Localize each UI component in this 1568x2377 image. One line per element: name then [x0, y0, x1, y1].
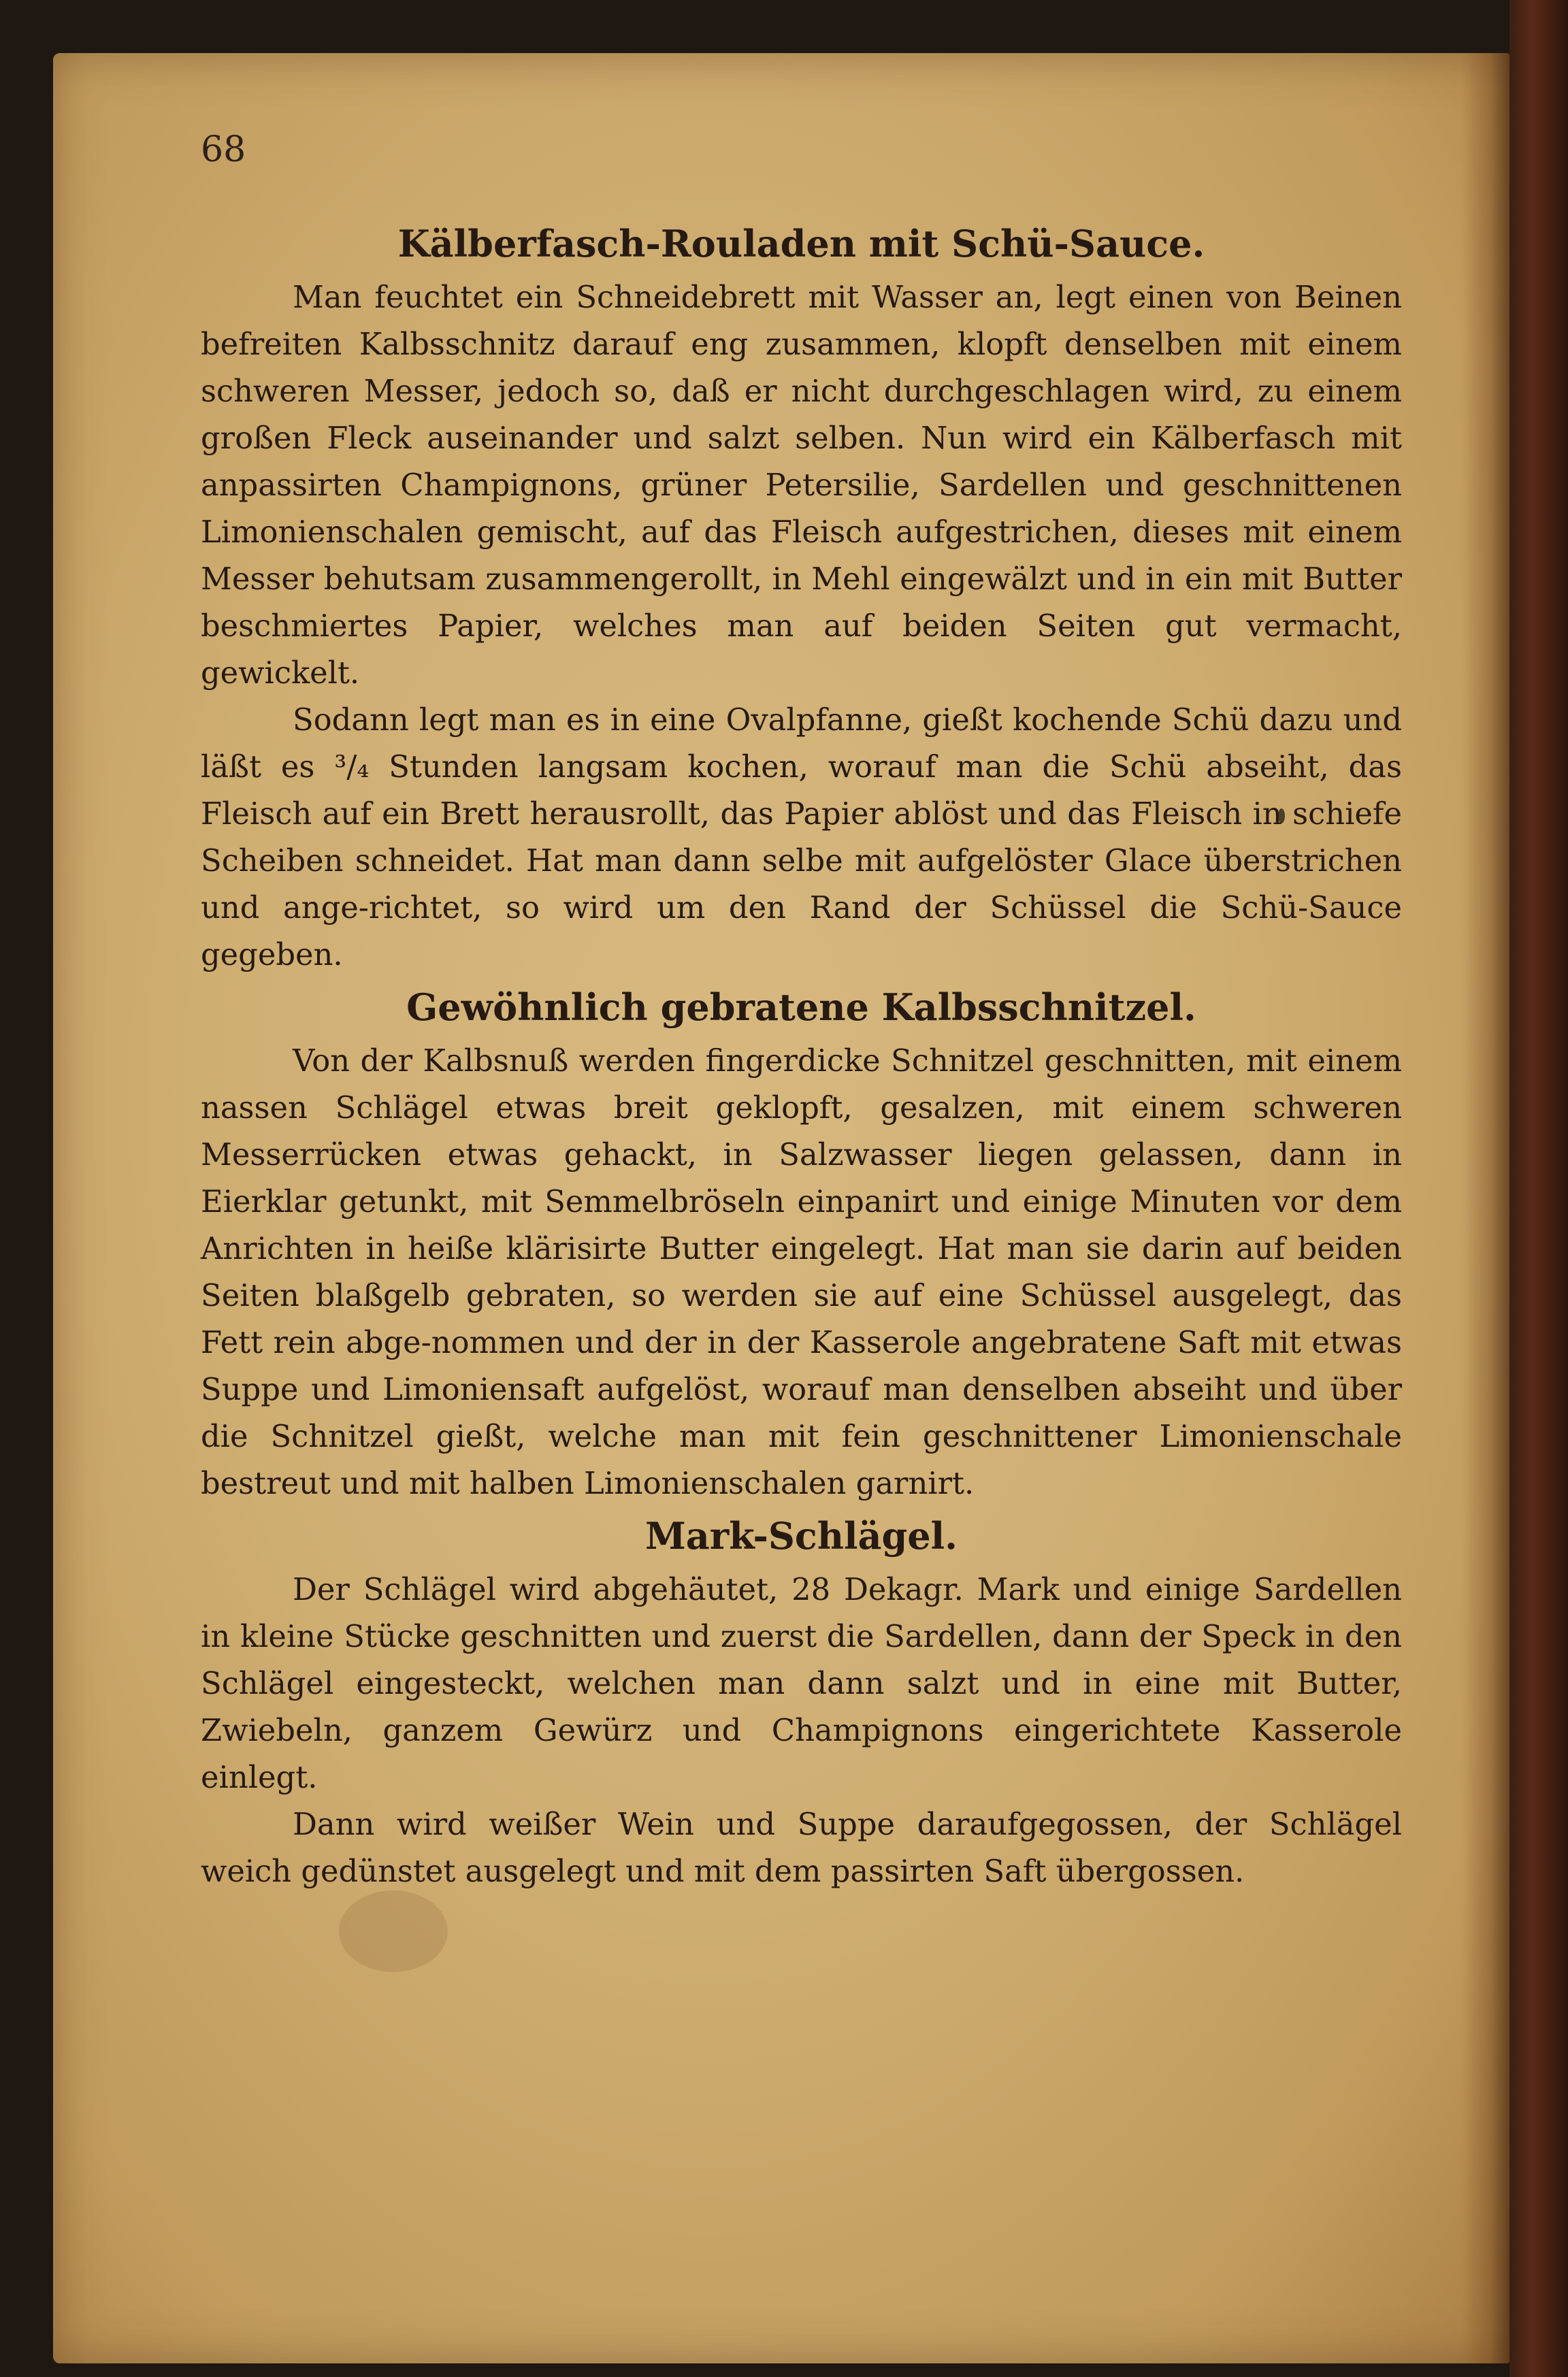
paragraph: Sodann legt man es in eine Ovalpfanne, gießt kochende Schü dazu und läßt es ³/₄ Stunden langsam kochen, worauf man die Schü abseiht, das Fleisch auf ein Brett herausrollt, das Papier ablöst und das Fleisch in schiefe Scheiben schneidet. Hat man dann selbe mit aufgelöster Glace überstrichen und ange-richtet, so wird um den Rand der Schüssel die Schü-Sauce gegeben. — [201, 702, 1402, 972]
page-gutter-shadow — [1462, 53, 1509, 2363]
paragraph: Der Schlägel wird abgehäutet, 28 Dekagr. Mark und einige Sardellen in kleine Stücke geschnitten und zuerst die Sardellen, dann der Speck in den Schlägel eingesteckt, welchen man dann salzt und in eine mit Butter, Zwiebeln, ganzem Gewürz und Champignons eingerichtete Kasserole einlegt. — [201, 1571, 1402, 1795]
paragraph: Man feuchtet ein Schneidebrett mit Wasser an, legt einen von Beinen befreiten Kalbsschnitz darauf eng zusammen, klopft denselben mit einem schweren Messer, jedoch so, daß er nicht durchgeschlagen wird, zu einem großen Fleck auseinander und salzt selben. Nun wird ein Kälberfasch mit anpassirten Champignons, grüner Petersilie, Sardellen und geschnittenen Limonienschalen gemischt, auf das Fleisch aufgestrichen, dieses mit einem Messer behutsam zusammengerollt, in Mehl eingewälzt und in ein mit Butter beschmiertes Papier, welches man auf beiden Seiten gut vermacht, gewickelt. — [201, 279, 1402, 691]
section-heading: Mark-Schlägel. — [645, 1514, 958, 1558]
page-number: 68 — [201, 129, 246, 170]
book-spine — [1509, 0, 1568, 2377]
paper-stain — [339, 1890, 448, 1972]
page-content — [201, 214, 1402, 1895]
paragraph: Von der Kalbsnuß werden fingerdicke Schnitzel geschnitten, mit einem nassen Schlägel etwas breit geklopft, gesalzen, mit einem schweren Messerrücken etwas gehackt, in Salzwasser liegen gelassen, dann in Eierklar getunkt, mit Semmelbröseln einpanirt und einige Minuten vor dem Anrichten in heiße klärisirte Butter eingelegt. Hat man sie darin auf beiden Seiten blaßgelb gebraten, so werden sie auf eine Schüssel ausgelegt, das Fett rein abge-nommen und der in der Kasserole angebratene Saft mit etwas Suppe und Limoniensaft aufgelöst, worauf man denselben abseiht und über die Schnitzel gießt, welche man mit fein geschnittener Limonienschale bestreut und mit halben Limonienschalen garnirt. — [201, 1043, 1402, 1501]
section-heading: Kälberfasch-Rouladen mit Schü-Sauce. — [397, 222, 1205, 265]
section-heading: Gewöhnlich gebratene Kalbsschnitzel. — [406, 985, 1196, 1029]
paragraph: Dann wird weißer Wein und Suppe daraufgegossen, der Schlägel weich gedünstet ausgelegt und mit dem passirten Saft übergossen. — [201, 1806, 1402, 1889]
